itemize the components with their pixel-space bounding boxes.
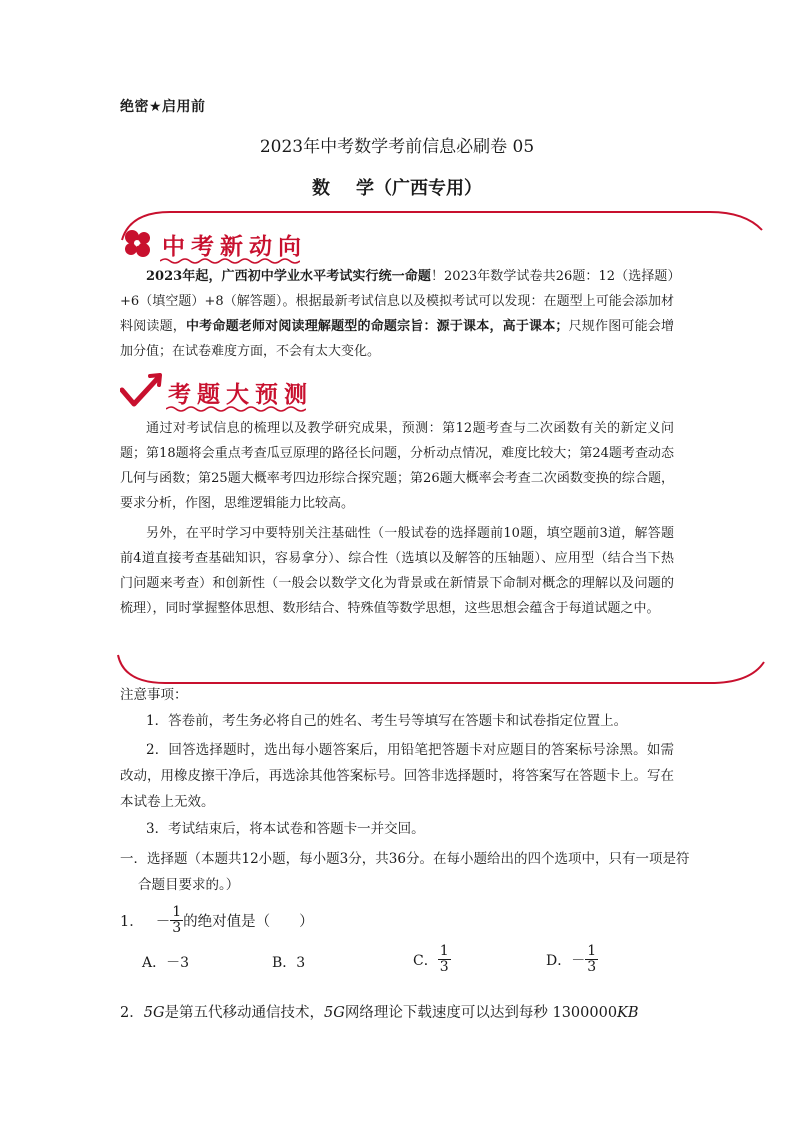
- predictions-paragraph-2: 另外，在平时学习中要特别关注基础性（一般试卷的选择题前10题，填空题前3道，解答题前4道直接考查基础知识，容易拿分）、综合性（选填以及解答的压轴题）、应用型（结合当下热门问题来考查）和创新性（一般会以数学文化为背景或在新情景下命制对概念的理解以及问题的梳理），同时掌握整体思想、数形结合、特殊值等数学思想，这些思想会蕴含于每道试题之中。: [120, 526, 674, 616]
- question-2: 2．5G是第五代移动通信技术，5G网络理论下载速度可以达到每秒 1300000KB: [120, 1005, 639, 1021]
- section-heading-trends: 中考新动向: [162, 234, 307, 260]
- flower-icon: [120, 228, 156, 258]
- exam-title: 2023年中考数学考前信息必刷卷 05: [259, 137, 535, 157]
- note-item: 1．答卷前，考生务必将自己的姓名、考生号等填写在答题卡和试卷指定位置上。: [146, 713, 628, 729]
- predictions-paragraph-1: 通过对考试信息的梳理以及教学研究成果，预测：第12题考查与二次函数有关的新定义问题；第18题将会重点考查瓜豆原理的路径长问题，分析动点情况，难度比较大；第24题考查动态几何与函数；第25题大概率考四边形综合探究题；第26题大概率会考查二次函数变换的综合题，要求分析，作图，思维逻辑能力比较高。: [120, 421, 674, 511]
- check-arrow-icon: [120, 372, 164, 410]
- fraction: $\frac{1}{3}$: [172, 904, 182, 936]
- option-b: B．3: [272, 955, 306, 971]
- part-one-heading: 一．选择题（本题共12小题，每小题3分，共36分。在每小题给出的四个选项中，只有一项是符合题目要求的。）: [120, 851, 690, 893]
- fraction: $\frac{1}{3}$: [439, 943, 449, 975]
- exam-subject: 数 学（广西专用）: [312, 178, 482, 199]
- option-d: D．－ $\frac{1}{3}$: [546, 943, 597, 975]
- question-1: 1． － $\frac{1}{3}$ 的绝对值是（ ）: [120, 904, 314, 936]
- fraction: $\frac{1}{3}$: [587, 943, 597, 975]
- confidential-mark: 绝密★启用前: [120, 99, 206, 115]
- option-c: C． $\frac{1}{3}$: [413, 943, 449, 975]
- option-a: A．－3: [142, 955, 190, 971]
- heading-underline: [166, 405, 306, 413]
- trends-paragraph: 2023年起，广西初中学业水平考试实行统一命题！2023年数学试卷共26题：12（选择题）+6（填空题）+8（解答题）。根据最新考试信息以及模拟考试可以发现：在题型上可能会添加材料阅读题，中考命题老师对阅读理解题型的命题宗旨：源于课本，高于课本；尺规作图可能会增加分值；在试卷难度方面，不会有太大变化。: [120, 269, 675, 359]
- note-item: 2．回答选择题时，选出每小题答案后，用铅笔把答题卡对应题目的答案标号涂黑。如需改动，用橡皮擦干净后，再选涂其他答案标号。回答非选择题时，将答案写在答题卡上。写在本试卷上无效。: [120, 742, 674, 810]
- section-heading-predictions: 考题大预测: [168, 382, 313, 408]
- note-item: 3．考试结束后，将本试卷和答题卡一并交回。: [146, 821, 425, 837]
- notes-title: 注意事项：: [120, 687, 188, 703]
